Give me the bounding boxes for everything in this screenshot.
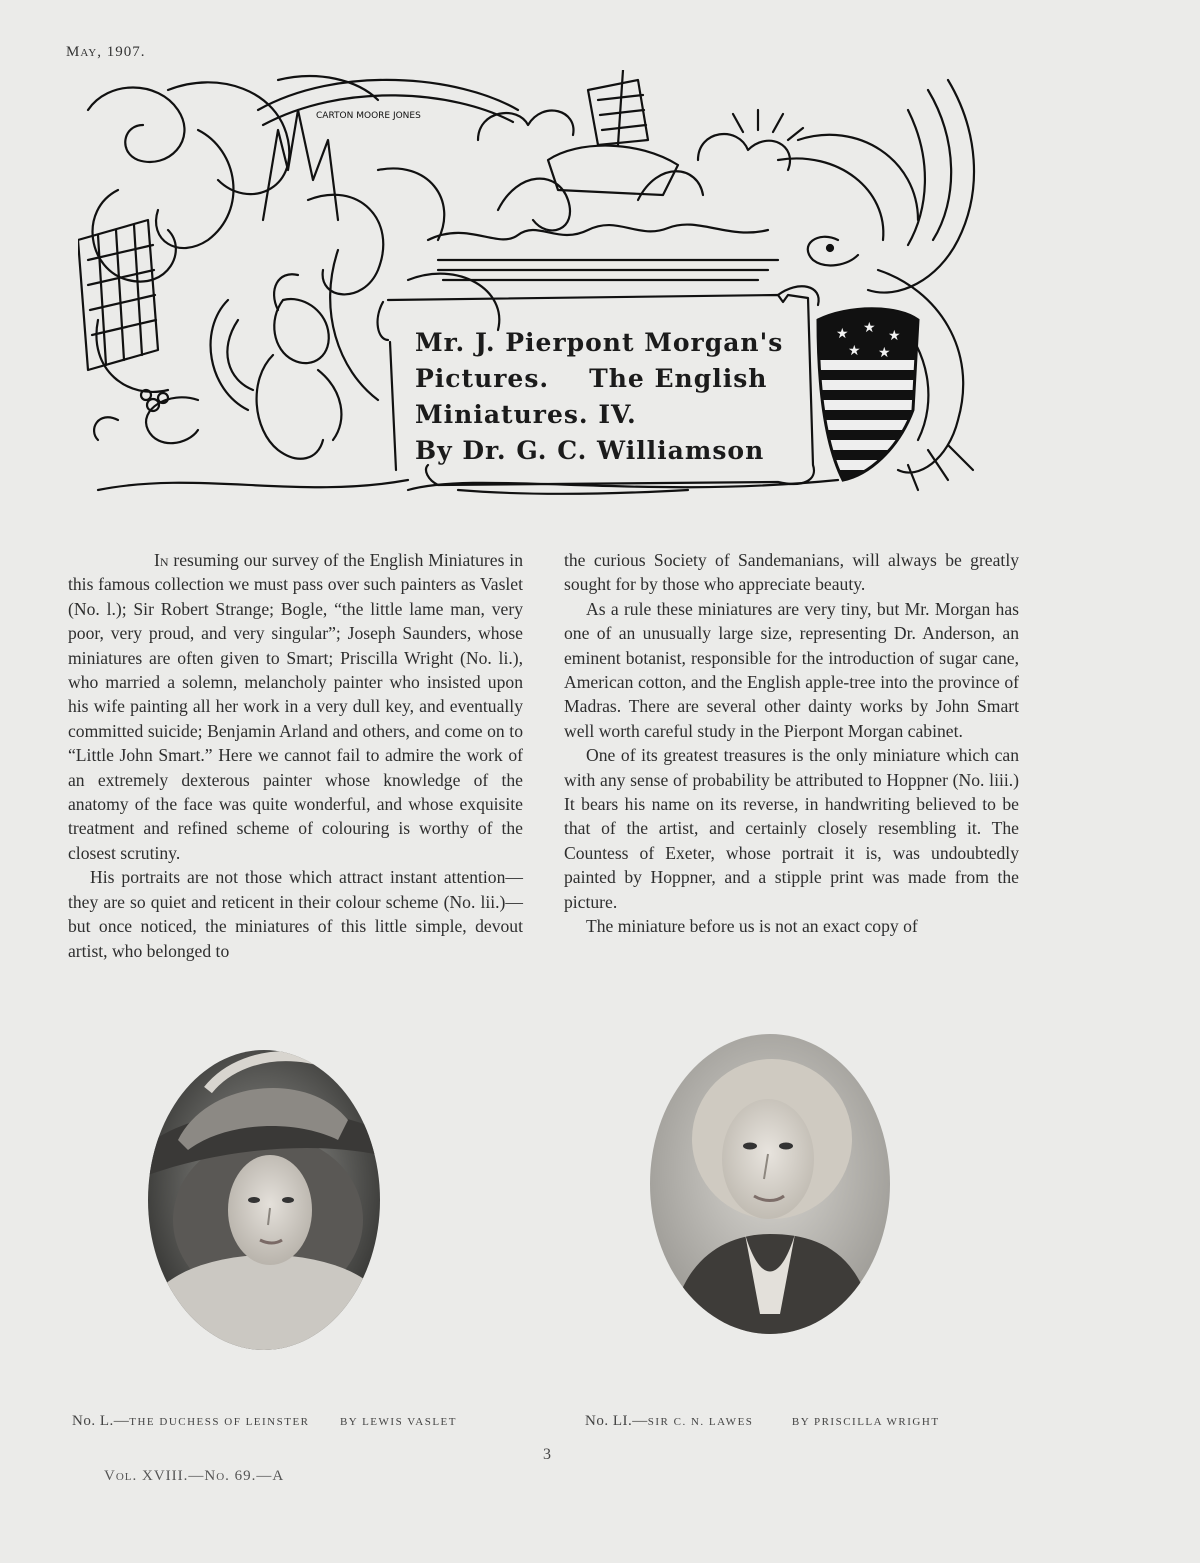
svg-text:★: ★ — [836, 326, 849, 342]
text-column-left — [68, 548, 523, 963]
svg-text:★: ★ — [863, 320, 876, 336]
text-column-right — [564, 548, 1019, 939]
title-byline: By Dr. G. C. Williamson — [415, 436, 765, 465]
volume-footer: Vol. XVIII.—No. 69.—A — [104, 1468, 285, 1484]
page-number: 3 — [543, 1446, 551, 1463]
article-title — [415, 325, 815, 469]
title-line-3: Miniatures. IV. — [415, 400, 637, 429]
caption-portrait-2: No. LI.—SIR C. N. LAWES BY PRISCILLA WRIGHT — [585, 1413, 940, 1429]
title-line-1: Mr. J. Pierpont Morgan's — [415, 328, 784, 357]
title-line-2: Pictures. The English — [415, 364, 768, 393]
paragraph: One of its greatest treasures is the only miniature which can with any sense of probability be attributed to Hoppner (No. liii.) It bears his name on its reverse, in handwriting believed to be that of the artist, and certainly closely resembling it. The Countess of Exeter, whose portrait it is, was undoubtedly painted by Hoppner, and a stipple print was made from the picture. — [564, 745, 1019, 912]
caption-portrait-1: No. L.—THE DUCHESS OF LEINSTER BY LEWIS VASLET — [72, 1413, 457, 1429]
running-head: May, 1907. — [66, 44, 146, 60]
paragraph: His portraits are not those which attract instant attention—they are so quiet and reticent in their colour scheme (No. lii.)—but once noticed, the miniatures of this little simple, devout artist, who belonged to — [68, 867, 523, 961]
paragraph: In resuming our survey of the English Miniatures in this famous collection we must pass over such painters as Vaslet (No. l.); Sir Robert Strange; Bogle, “the little lame man, very poor, very proud, and very singular”; Joseph Saunders, whose miniatures are often given to Smart; Priscilla Wright (No. li.), who married a solemn, melancholy painter who insisted upon his wife painting all her work in a very dull key, and eventually committed suicide; Benjamin Arland and others, and come on to “Little John Smart.” Here we cannot fail to admire the work of an extremely dexterous painter whose knowledge of the anatomy of the face was quite wonderful, and whose exquisite treatment and refined scheme of colouring is worthy of the closest scrutiny. — [68, 550, 523, 863]
paragraph: As a rule these miniatures are very tiny, but Mr. Morgan has one of an unusually large size, representing Dr. Anderson, an eminent botanist, responsible for the introduction of sugar cane, American cotton, and the English apple-tree into the province of Madras. There are several other dainty works by John Smart well worth careful study in the Pierpont Morgan cabinet. — [564, 598, 1019, 741]
artist-signature: CARTON MOORE JONES — [316, 111, 421, 121]
paragraph: the curious Society of Sandemanians, will always be greatly sought for by those who appreciate beauty. — [564, 550, 1019, 595]
portrait-sir-c-n-lawes — [650, 1034, 890, 1334]
paragraph: The miniature before us is not an exact copy of — [586, 916, 918, 937]
portrait-duchess-of-leinster — [148, 1050, 380, 1350]
svg-text:★: ★ — [888, 328, 901, 344]
svg-text:★: ★ — [878, 345, 891, 361]
svg-text:★: ★ — [848, 343, 861, 359]
